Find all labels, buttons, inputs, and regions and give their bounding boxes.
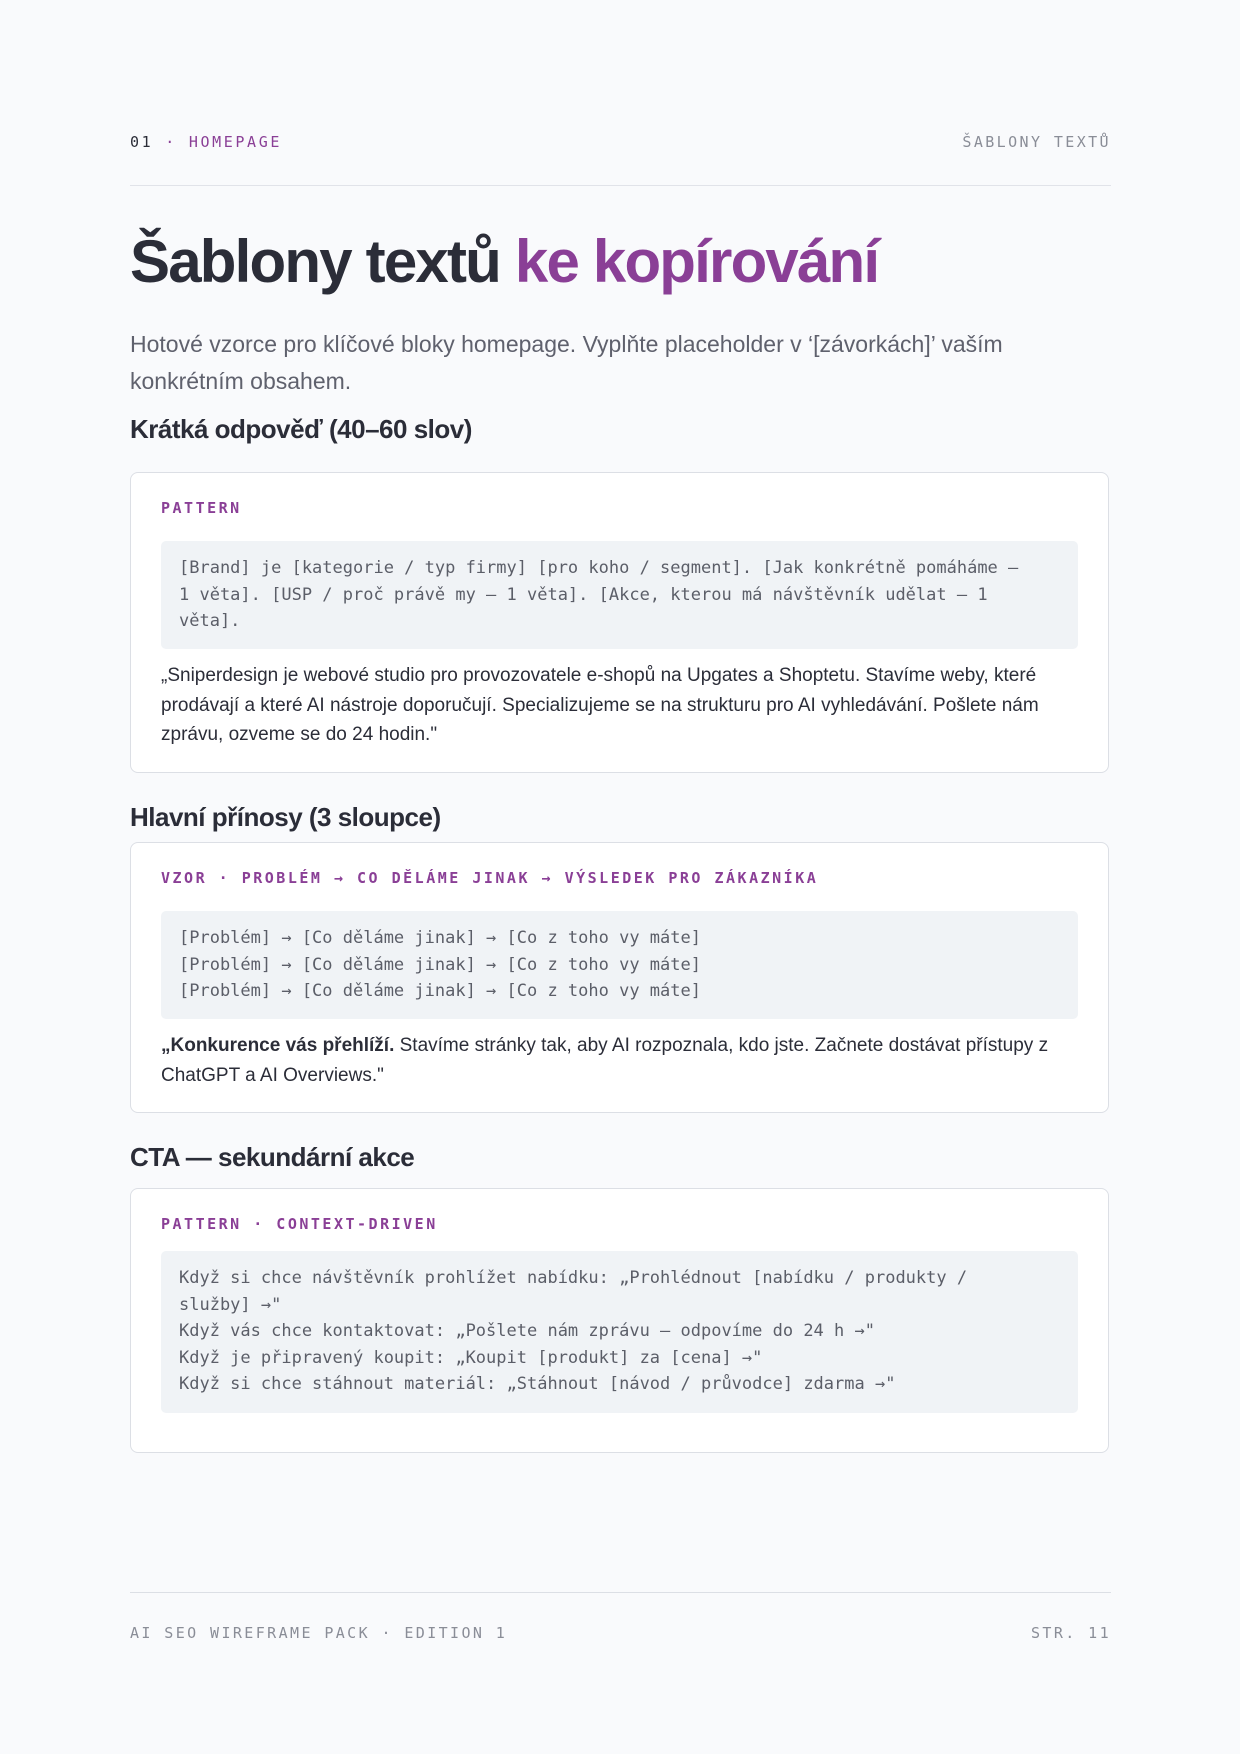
example-text xyxy=(161,1031,1078,1090)
section-marker xyxy=(130,133,282,151)
document-page xyxy=(130,0,1111,1754)
section-heading-cta: CTA — sekundární akce xyxy=(130,1142,415,1172)
code-line: [Problém] → [Co děláme jinak] → [Co z toho vy máte] xyxy=(179,981,701,1001)
page-number: STR. 11 xyxy=(1030,1624,1111,1642)
section-heading-short-answer: Krátká odpověď (40–60 slov) xyxy=(130,414,472,444)
example-body: „Sniperdesign je webové studio pro provozovatele e-shopů na Upgates a Shoptetu. Stavíme weby, které prodávají a které AI nástroje doporučují. Specializujeme se na strukturu pro AI vyhledávání. Pošlete nám zprávu, ozveme se do 24 hodin." xyxy=(161,665,1039,745)
example-bold: „Konkurence vás přehlíží. xyxy=(161,1035,395,1056)
code-line: [Problém] → [Co děláme jinak] → [Co z toho vy máte] xyxy=(179,954,701,975)
header-divider xyxy=(130,185,1111,186)
code-line: Když je připravený koupit: „Koupit [produkt] za [cena] →" xyxy=(179,1347,763,1368)
template-card-benefits xyxy=(130,842,1109,1113)
template-card-short-answer xyxy=(130,472,1109,773)
code-line: Když si chce stáhnout materiál: „Stáhnout [návod / průvodce] zdarma →" xyxy=(179,1374,896,1394)
code-line: [Brand] je [kategorie / typ firmy] [pro koho / segment]. [Jak konkrétně pomáháme — xyxy=(179,558,1019,578)
code-line: služby] →" xyxy=(179,1294,282,1315)
footer-divider xyxy=(130,1592,1111,1593)
example-body: Stavíme stránky tak, aby AI rozpoznala, kdo jste. Začnete dostávat přístupy z ChatGPT a AI Overviews." xyxy=(161,1035,1049,1086)
template-card-cta xyxy=(130,1188,1109,1453)
card-label: PATTERN · CONTEXT-DRIVEN xyxy=(161,1215,438,1233)
intro-paragraph: Hotové vzorce pro klíčové bloky homepage. Vyplňte placeholder v ‘[závorkách]’ vaším konkrétním obsahem. xyxy=(130,331,1003,394)
code-block[interactable] xyxy=(161,1251,1078,1413)
page-title-accent: ke kopírování xyxy=(514,228,879,295)
section-name: HOMEPAGE xyxy=(188,133,282,151)
page-footer xyxy=(130,1624,1111,1642)
card-label: VZOR · PROBLÉM → CO DĚLÁME JINAK → VÝSLEDEK PRO ZÁKAZNÍKA xyxy=(161,869,819,887)
code-block[interactable] xyxy=(161,911,1078,1019)
section-separator: · xyxy=(165,133,177,151)
code-line: Když si chce návštěvník prohlížet nabídku: „Prohlédnout [nabídku / produkty / xyxy=(179,1268,968,1288)
code-line: věta]. xyxy=(179,611,241,631)
document-label: ŠABLONY TEXTŮ xyxy=(962,133,1111,151)
page-title-main: Šablony textů xyxy=(130,228,500,295)
code-line: [Problém] → [Co děláme jinak] → [Co z toho vy máte] xyxy=(179,928,701,948)
example-text xyxy=(161,661,1078,750)
code-line: 1 věta]. [USP / proč právě my — 1 věta]. [Akce, kterou má návštěvník udělat — 1 xyxy=(179,584,988,605)
section-heading-benefits: Hlavní přínosy (3 sloupce) xyxy=(130,802,441,832)
page-header xyxy=(130,132,1111,152)
footer-publication: AI SEO WIREFRAME PACK · EDITION 1 xyxy=(130,1624,508,1642)
page-title xyxy=(130,222,878,302)
section-number: 01 xyxy=(130,133,154,151)
card-label: PATTERN xyxy=(161,499,242,517)
code-block[interactable] xyxy=(161,541,1078,649)
code-line: Když vás chce kontaktovat: „Pošlete nám zprávu — odpovíme do 24 h →" xyxy=(179,1321,875,1341)
